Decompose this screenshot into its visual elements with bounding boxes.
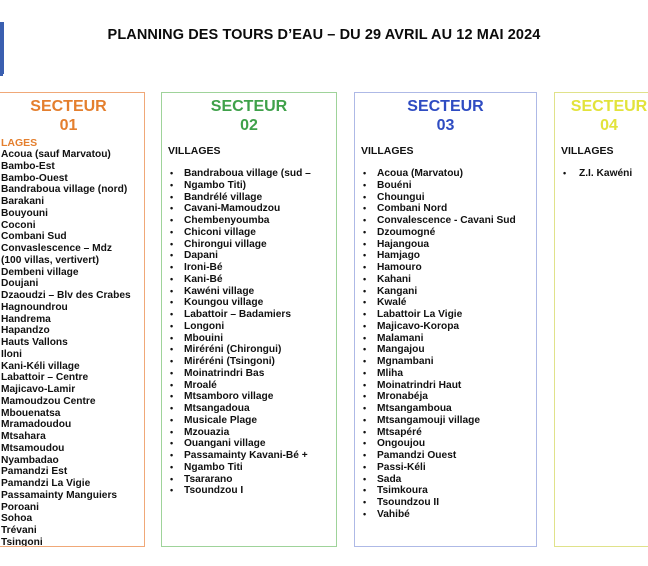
village-item: Bambo-Est [1,160,55,172]
village-item: • Mbouini [162,333,336,345]
sector-03-number: 03 [436,117,455,134]
village-item: • Ouangani village [162,438,336,450]
village-item: Doujani [1,278,39,290]
village-item: • Vahibé [355,509,536,521]
village-item: • Choungui [355,192,536,204]
village-item: Hauts Vallons [1,337,68,348]
village-item: • Convalescence - Cavani Sud [355,215,536,227]
village-item: Combani Sud [1,231,67,243]
village-item: • Mangajou [355,344,536,356]
village-item: • Koungou village [162,297,336,309]
village-item: • Miréréni (Tsingoni) [162,356,336,368]
village-item: Tsingoni [1,536,43,547]
village-item: Convaslescence – Mdz [1,243,112,254]
village-item: • Sada [355,474,536,486]
sector-01-heading [0,97,144,135]
village-item: • Majicavo-Koropa [355,321,536,333]
village-item: Bouyouni [1,207,48,219]
sector-04-label: SECTEUR [570,98,648,115]
village-item: • Hamouro [355,262,536,274]
village-item: • Hajangoua [355,239,536,251]
village-item: • Chirongui village [162,239,336,251]
sector-01-box [0,92,145,547]
village-item: Trévani [1,525,37,536]
sector-03-village-list [355,168,536,521]
village-item: • Mzouazia [162,427,336,439]
village-item: • Dapani [162,250,336,262]
village-item: • Mliha [355,368,536,380]
sector-04-village-list [555,168,648,180]
sector-02-villages-label: VILLAGES [168,145,221,157]
village-item: Pamandzi Est [1,466,68,478]
village-item: • Kani-Bé [162,274,336,286]
village-item: • Acoua (Marvatou) [355,168,536,180]
sector-04-heading [555,97,648,135]
sector-02-village-list [162,168,336,497]
village-item: Coconi [1,219,36,231]
village-item: Majicavo-Lamir [1,384,76,395]
village-item: • Mtsamboro village [162,391,336,403]
village-item: • Kangani [355,286,536,298]
village-item: • Combani Nord [355,203,536,215]
village-item: • Malamani [355,333,536,345]
village-item: Hagnoundrou [1,301,68,313]
sector-02-number: 02 [240,117,258,134]
village-item: • Tsararano [162,474,336,486]
village-item: • Hamjago [355,250,536,262]
village-item: • Cavani-Mamoudzou [162,203,336,215]
village-item: • Bandrélé village [162,192,336,204]
sector-01-village-list [1,149,144,547]
village-item: Hapandzo [1,325,50,337]
village-item: Handrema [1,313,51,325]
village-item: Mamoudzou Centre [1,395,96,407]
village-item: Sohoa [1,513,33,525]
village-item: Passamainty Manguiers [1,489,118,501]
village-item: Mtsamoudou [1,442,65,454]
sector-01-number: 01 [59,117,78,134]
village-item: • Musicale Plage [162,415,336,427]
village-item: Kani-Kéli village [1,360,80,372]
village-item: • Bandraboua village (sud – [162,168,336,180]
sector-02-box [161,92,337,547]
village-item: • Tsoundzou I [162,485,336,497]
village-item: • Ngambo Titi) [162,180,336,192]
village-item: • Mtsangadoua [162,403,336,415]
village-item: • Passamainty Kavani-Bé + [162,450,336,462]
village-item: • Dzoumogné [355,227,536,239]
village-item: • Kwalé [355,297,536,309]
village-item: (100 villas, vertivert) [1,254,99,266]
village-item: • Longoni [162,321,336,333]
village-item: • Moinatrindri Haut [355,380,536,392]
sector-01-villages-label: LAGES [1,137,38,149]
village-item: Pamandzi La Vigie [1,478,91,489]
village-item: • Ngambo Titi [162,462,336,474]
village-item: Bambo-Ouest [1,172,68,184]
village-item: Dembeni village [1,266,79,278]
village-item: • Tsimkoura [355,485,536,497]
village-item: • Mtsapéré [355,427,536,439]
village-item: Bandraboua village (nord) [1,184,128,196]
sector-02-label: SECTEUR [210,98,288,115]
village-item: • Moinatrindri Bas [162,368,336,380]
village-item: Nyambadao [1,454,59,466]
village-item: Mramadoudou [1,419,72,431]
sector-04-box [554,92,648,547]
sector-03-box [354,92,537,547]
village-item: • Mtsangamouji village [355,415,536,427]
page-title: PLANNING DES TOURS D’EAU – DU 29 AVRIL AU 12 MAI 2024 [107,27,541,43]
village-item: • Mgnambani [355,356,536,368]
sector-03-villages-label: VILLAGES [361,145,414,157]
sector-04-villages-label: VILLAGES [561,145,614,157]
sector-01-label: SECTEUR [30,98,107,115]
village-item: • Labattoir – Badamiers [162,309,336,321]
village-item: Dzaoudzi – Blv des Crabes [1,290,131,301]
village-item: • Z.I. Kawéni [555,168,648,180]
sector-04-number: 04 [600,117,618,134]
village-item: • Ongoujou [355,438,536,450]
village-item: • Chiconi village [162,227,336,239]
village-item: • Tsoundzou II [355,497,536,509]
village-item: • Kawéni village [162,286,336,298]
village-item: Acoua (sauf Marvatou) [1,149,111,160]
village-item: Mbouenatsa [1,407,61,419]
village-item: • Kahani [355,274,536,286]
village-item: • Chembenyoumba [162,215,336,227]
village-item: • Mronabéja [355,391,536,403]
village-item: Poroani [1,501,39,513]
village-item: • Ironi-Bé [162,262,336,274]
sector-03-label: SECTEUR [407,98,484,115]
village-item: • Bouéni [355,180,536,192]
village-item: • Mroalé [162,380,336,392]
sector-03-heading [355,97,536,135]
village-item: Labattoir – Centre [1,372,89,384]
village-item: • Mtsangamboua [355,403,536,415]
village-item: • Passi-Kéli [355,462,536,474]
village-item: • Labattoir La Vigie [355,309,536,321]
village-item: Iloni [1,348,22,360]
sector-02-heading [162,97,336,135]
logo-fragment-dot [0,72,3,76]
village-item: Mtsahara [1,431,46,442]
village-item: • Pamandzi Ouest [355,450,536,462]
village-item: Barakani [1,196,45,207]
village-item: • Miréréni (Chirongui) [162,344,336,356]
